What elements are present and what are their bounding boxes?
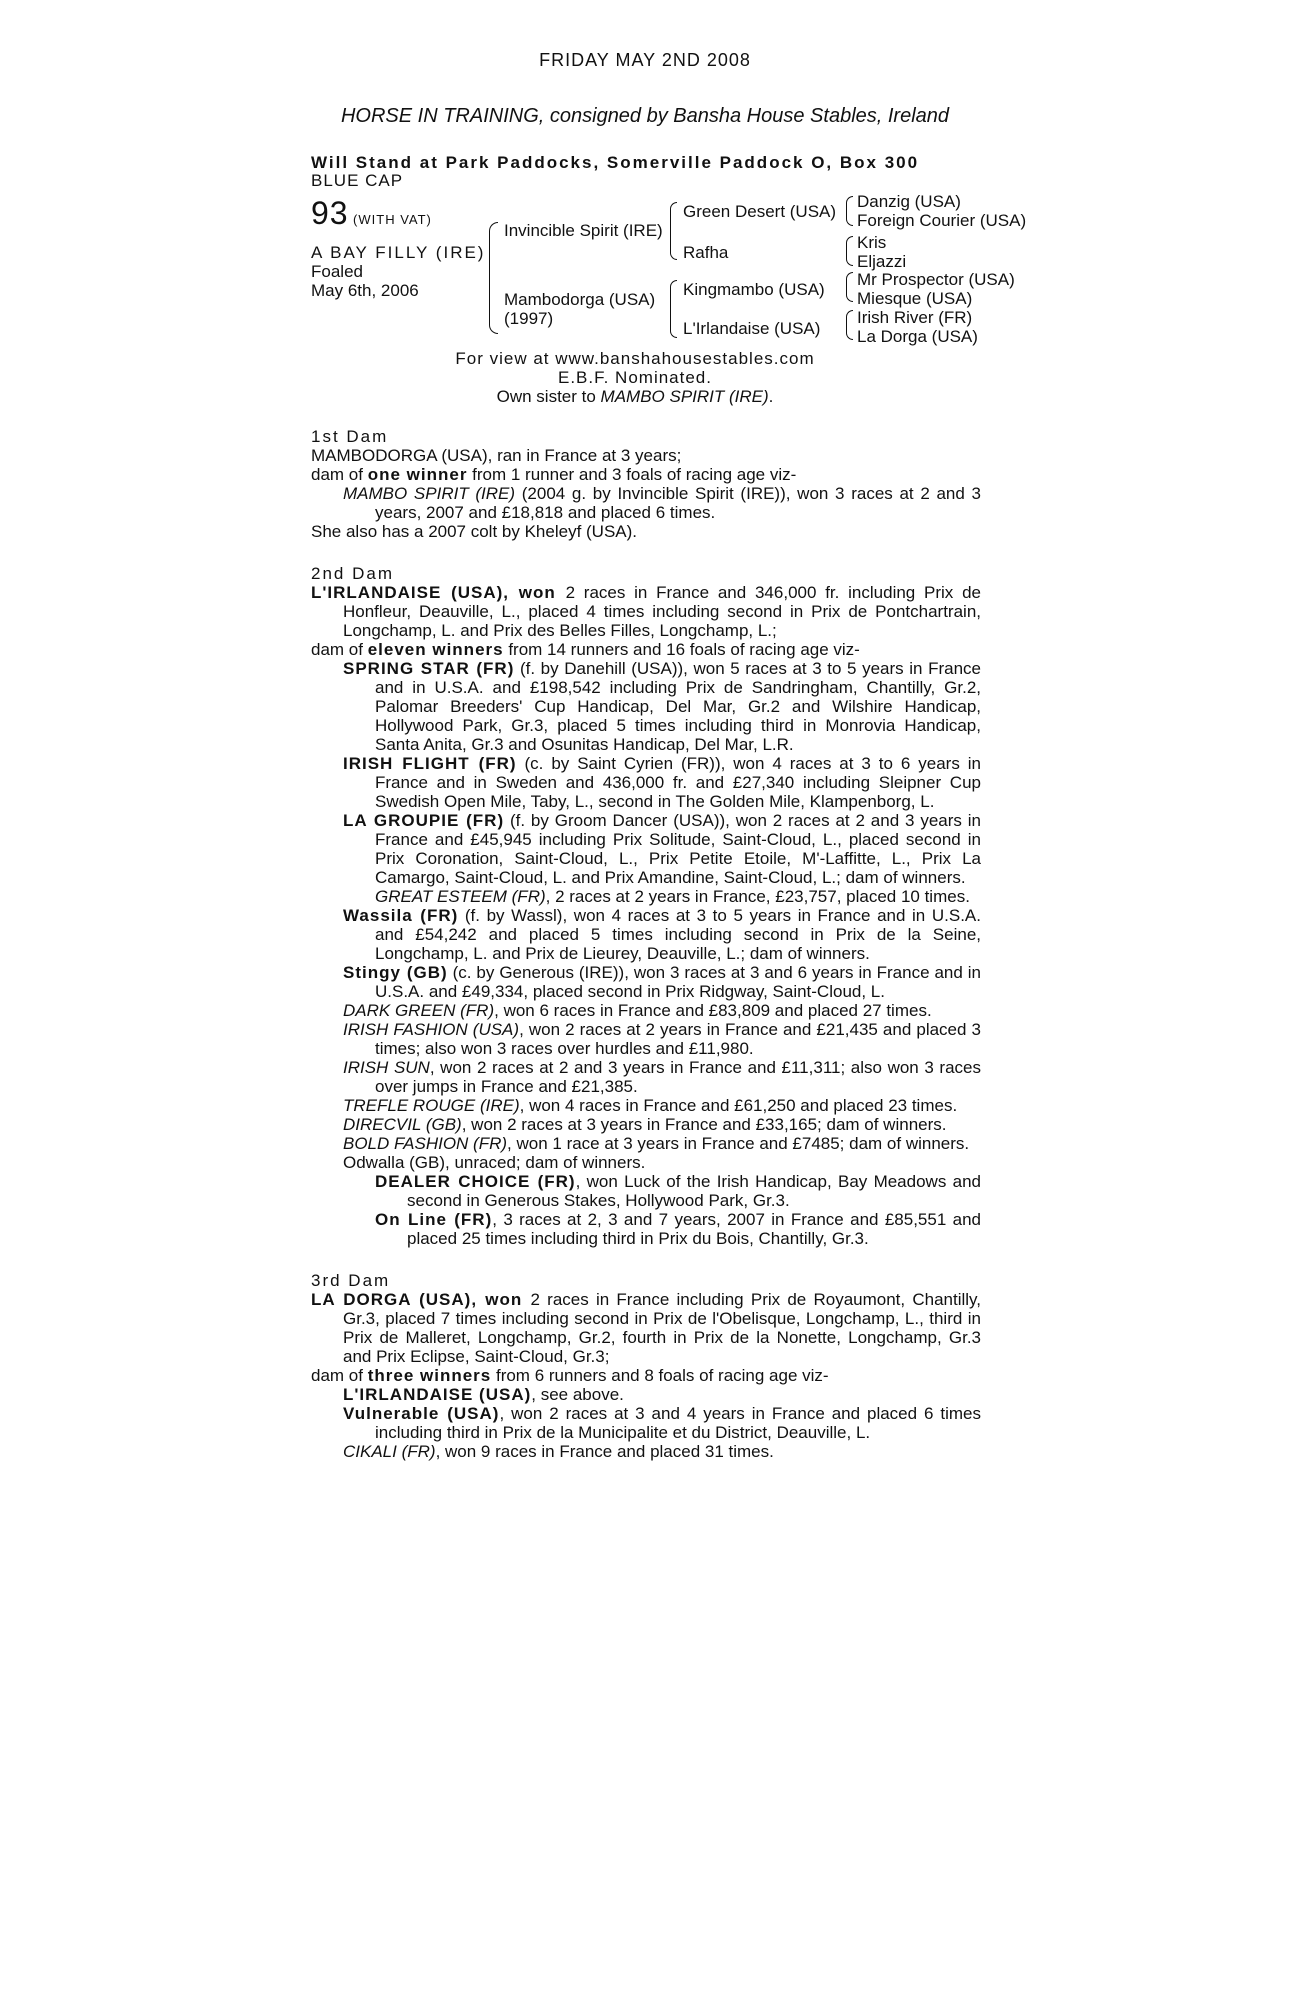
progeny-record: (f. by Danehill (USA)), won 5 races at 3 to 5 years in France and in U.S.A. and £198,542 including Prix de Sandringham, Chantilly, Gr.2, Palomar Breeders' Cup Handicap, Del Mar, Gr.2 and Wilshire Handicap, Hollywood Park, Gr.3, placed 5 times including third in Monrovia Handicap, Santa Anita, Gr.3 and Osunitas Handicap, Del Mar, L.R.	[375, 659, 982, 754]
progeny-name: CIKALI (FR)	[343, 1442, 436, 1461]
progeny-record: (c. by Generous (IRE)), won 3 races at 3 and 6 years in France and in U.S.A. and £49,334, placed second in Prix Ridgway, Saint-Cloud, L.	[375, 963, 981, 1001]
progeny-name: DARK GREEN (FR)	[343, 1001, 495, 1020]
pedigree-brace	[670, 280, 677, 338]
runners-text: from 6 runners and 8 foals of racing age viz-	[491, 1366, 829, 1385]
progeny-name: GREAT ESTEEM (FR)	[375, 887, 546, 906]
pedigree-brace	[846, 310, 853, 340]
pedigree-gg-6: Miesque (USA)	[857, 289, 973, 308]
pedigree-gg-3: Kris	[857, 233, 887, 252]
pedigree-brace	[846, 272, 853, 302]
dam-name: L'IRLANDAISE (USA),	[311, 583, 510, 602]
progeny-record: , won 9 races in France and placed 31 times.	[435, 1442, 774, 1461]
progeny-entry	[311, 1115, 981, 1134]
foaled-date: May 6th, 2006	[311, 281, 419, 300]
pedigree-dam-dam: L'Irlandaise (USA)	[683, 319, 821, 338]
third-dam-produce	[311, 1366, 981, 1385]
progeny-record: , won 2 races at 2 years in France and £21,435 and placed 3 times; also won 3 races over hurdles and £11,980.	[375, 1020, 981, 1058]
progeny-record: , won 6 races in France and £83,809 and placed 27 times.	[494, 1001, 932, 1020]
progeny-record: , won Luck of the Irish Handicap, Bay Meadows and second in Generous Stakes, Hollywood Park, Gr.3.	[407, 1172, 981, 1210]
sister-name: MAMBO SPIRIT (IRE)	[600, 387, 769, 406]
won-text: won	[509, 583, 566, 602]
progeny-name: On Line (FR)	[375, 1210, 493, 1229]
pedigree-gg-5: Mr Prospector (USA)	[857, 270, 1015, 289]
pedigree-dam: Mambodorga (USA)	[504, 290, 656, 309]
progeny-name: Odwalla (GB)	[343, 1153, 446, 1172]
progeny-entry	[311, 1442, 981, 1461]
progeny-entry	[311, 754, 981, 811]
progeny-record: , see above.	[531, 1385, 624, 1404]
won-text: won	[477, 1290, 531, 1309]
lot-description: A BAY FILLY (IRE)	[311, 243, 486, 262]
page-date: FRIDAY MAY 2ND 2008	[539, 50, 751, 70]
progeny-entry	[311, 963, 981, 1001]
progeny-entry	[311, 1172, 981, 1210]
progeny-entry	[311, 906, 981, 963]
progeny-entry	[311, 1058, 981, 1096]
progeny-record: , won 1 race at 3 years in France and £7485; dam of winners.	[507, 1134, 970, 1153]
pedigree-gg-2: Foreign Courier (USA)	[857, 211, 1027, 230]
dam-of-text: dam of	[311, 465, 368, 484]
progeny-entry	[311, 887, 981, 906]
progeny-name: DIRECVIL (GB)	[343, 1115, 462, 1134]
progeny-name: Wassila (FR)	[343, 906, 459, 925]
third-dam-intro	[311, 1290, 981, 1366]
sister-note	[0, 387, 1280, 406]
pedigree-brace	[846, 196, 853, 226]
runners-text: from 14 runners and 16 foals of racing age viz-	[503, 640, 860, 659]
runners-text: from 1 runner and 3 foals of racing age viz-	[467, 465, 797, 484]
dam-of-text: dam of	[311, 1366, 368, 1385]
progeny-record: , unraced; dam of winners.	[445, 1153, 646, 1172]
dam-of-text: dam of	[311, 640, 368, 659]
winners-count: one winner	[367, 465, 468, 484]
progeny-record: , 3 races at 2, 3 and 7 years, 2007 in France and £85,551 and placed 25 times including third in Prix du Bois, Chantilly, Gr.3.	[407, 1210, 981, 1248]
pedigree-dam-sire: Kingmambo (USA)	[683, 280, 825, 299]
progeny-name: LA GROUPIE (FR)	[343, 811, 505, 830]
progeny-entry	[311, 1210, 981, 1248]
foaled-label: Foaled	[311, 262, 363, 281]
dam-name: LA DORGA (USA),	[311, 1290, 478, 1309]
lot-number-block	[311, 196, 432, 230]
page-subtitle: HORSE IN TRAINING, consigned by Bansha House Stables, Ireland	[340, 105, 950, 127]
pedigree-brace	[846, 236, 853, 266]
progeny-entry	[311, 1001, 981, 1020]
progeny-name: BOLD FASHION (FR)	[343, 1134, 508, 1153]
progeny-entry	[311, 811, 981, 887]
progeny-name: IRISH SUN	[343, 1058, 430, 1077]
third-dam-heading: 3rd Dam	[311, 1271, 391, 1290]
progeny-name: Stingy (GB)	[343, 963, 448, 982]
pedigree-brace	[670, 202, 677, 260]
progeny-name: IRISH FLIGHT (FR)	[343, 754, 517, 773]
progeny-record: (c. by Saint Cyrien (FR)), won 4 races at 3 to 6 years in France and in Sweden and 436,000 fr. and £27,340 including Sleipner Cup Swedish Open Mile, Taby, L., second in The Golden Mile, Klampenborg, L.	[375, 754, 981, 811]
progeny-name: Vulnerable (USA)	[343, 1404, 500, 1423]
dam-record: 2 races in France including Prix de Royaumont, Chantilly, Gr.3, placed 7 times including second in Prix de l'Obelisque, Longchamp, L., third in Prix de Malleret, Longchamp, Gr.2, fourth in Prix de la Nonette, Longchamp, Gr.3 and Prix Eclipse, Saint-Cloud, Gr.3;	[343, 1290, 982, 1366]
vat-note: (WITH VAT)	[353, 212, 432, 227]
third-dam-progeny-list	[311, 1385, 981, 1461]
pedigree-gg-1: Danzig (USA)	[857, 192, 961, 211]
first-dam-note: She also has a 2007 colt by Kheleyf (USA).	[311, 522, 638, 541]
sister-suffix: .	[768, 387, 774, 406]
pedigree-dam-year: (1997)	[504, 309, 554, 328]
progeny-entry	[311, 659, 981, 754]
progeny-record: (f. by Wassl), won 4 races at 3 to 5 years in France and in U.S.A. and £54,242 and placed 5 times including second in Prix de la Seine, Longchamp, L. and Prix de Lieurey, Deauville, L.; dam of winners.	[375, 906, 981, 963]
progeny-record: , 2 races at 2 years in France, £23,757, placed 10 times.	[545, 887, 970, 906]
progeny-name: IRISH FASHION (USA)	[343, 1020, 520, 1039]
progeny-entry	[311, 1153, 981, 1172]
winners-count: eleven winners	[367, 640, 504, 659]
progeny-entry	[311, 1020, 981, 1058]
sister-prefix: Own sister to	[496, 387, 601, 406]
progeny-name: SPRING STAR (FR)	[343, 659, 515, 678]
pedigree-gg-7: Irish River (FR)	[857, 308, 973, 327]
second-dam-produce	[311, 640, 981, 659]
progeny-entry	[311, 1404, 981, 1442]
second-dam-progeny-list	[311, 659, 981, 1248]
cap-colour: BLUE CAP	[311, 171, 404, 190]
progeny-record: , won 2 races at 3 years in France and £33,165; dam of winners.	[461, 1115, 947, 1134]
progeny-name: DEALER CHOICE (FR)	[375, 1172, 576, 1191]
progeny-name: MAMBO SPIRIT (IRE)	[343, 484, 516, 503]
lot-number: 93	[311, 195, 349, 231]
progeny-record: (f. by Groom Dancer (USA)), won 2 races at 2 and 3 years in France and £45,945 including Prix Solitude, Saint-Cloud, L., placed second in Prix Coronation, Saint-Cloud, L., Prix Petite Etoile, M'-Laffitte, L., Prix La Camargo, Saint-Cloud, L. and Prix Amandine, Saint-Cloud, L.; dam of winners.	[375, 811, 981, 887]
pedigree-gg-8: La Dorga (USA)	[857, 327, 978, 346]
ebf-note: E.B.F. Nominated.	[557, 368, 712, 387]
progeny-entry	[311, 1096, 981, 1115]
winners-count: three winners	[367, 1366, 492, 1385]
stand-location: Will Stand at Park Paddocks, Somerville Paddock O, Box 300	[311, 153, 920, 172]
dam-record: 2 races in France and 346,000 fr. including Prix de Honfleur, Deauville, L., placed 4 times including second in Prix de Pontchartrain, Longchamp, L. and Prix des Belles Filles, Longchamp, L.;	[343, 583, 981, 640]
pedigree-sire-dam: Rafha	[683, 243, 729, 262]
pedigree-sire-sire: Green Desert (USA)	[683, 202, 837, 221]
first-dam-progeny	[311, 484, 981, 522]
progeny-entry	[311, 1134, 981, 1153]
second-dam-heading: 2nd Dam	[311, 564, 394, 583]
progeny-record: , won 2 races at 2 and 3 years in France and £11,311; also won 3 races over jumps in France and £21,385.	[375, 1058, 981, 1096]
view-note: For view at www.banshahousestables.com	[455, 349, 815, 368]
pedigree-notes	[311, 427, 981, 1461]
progeny-record: , won 4 races in France and £61,250 and placed 23 times.	[519, 1096, 958, 1115]
progeny-entry	[311, 1385, 981, 1404]
pedigree-brace	[489, 222, 498, 334]
pedigree-sire: Invincible Spirit (IRE)	[504, 221, 663, 240]
progeny-name: L'IRLANDAISE (USA)	[343, 1385, 532, 1404]
progeny-record: , won 2 races at 3 and 4 years in France and placed 6 times including third in Prix de la Municipalite et du District, Deauville, L.	[375, 1404, 982, 1442]
progeny-name: TREFLE ROUGE (IRE)	[343, 1096, 520, 1115]
first-dam-heading: 1st Dam	[311, 427, 389, 446]
first-dam-line: MAMBODORGA (USA), ran in France at 3 years;	[311, 446, 682, 465]
second-dam-intro	[311, 583, 981, 640]
pedigree-gg-4: Eljazzi	[857, 252, 907, 271]
progeny-record: (2004 g. by Invincible Spirit (IRE)), won 3 races at 2 and 3 years, 2007 and £18,818 and placed 6 times.	[375, 484, 981, 522]
first-dam-produce	[311, 465, 981, 484]
